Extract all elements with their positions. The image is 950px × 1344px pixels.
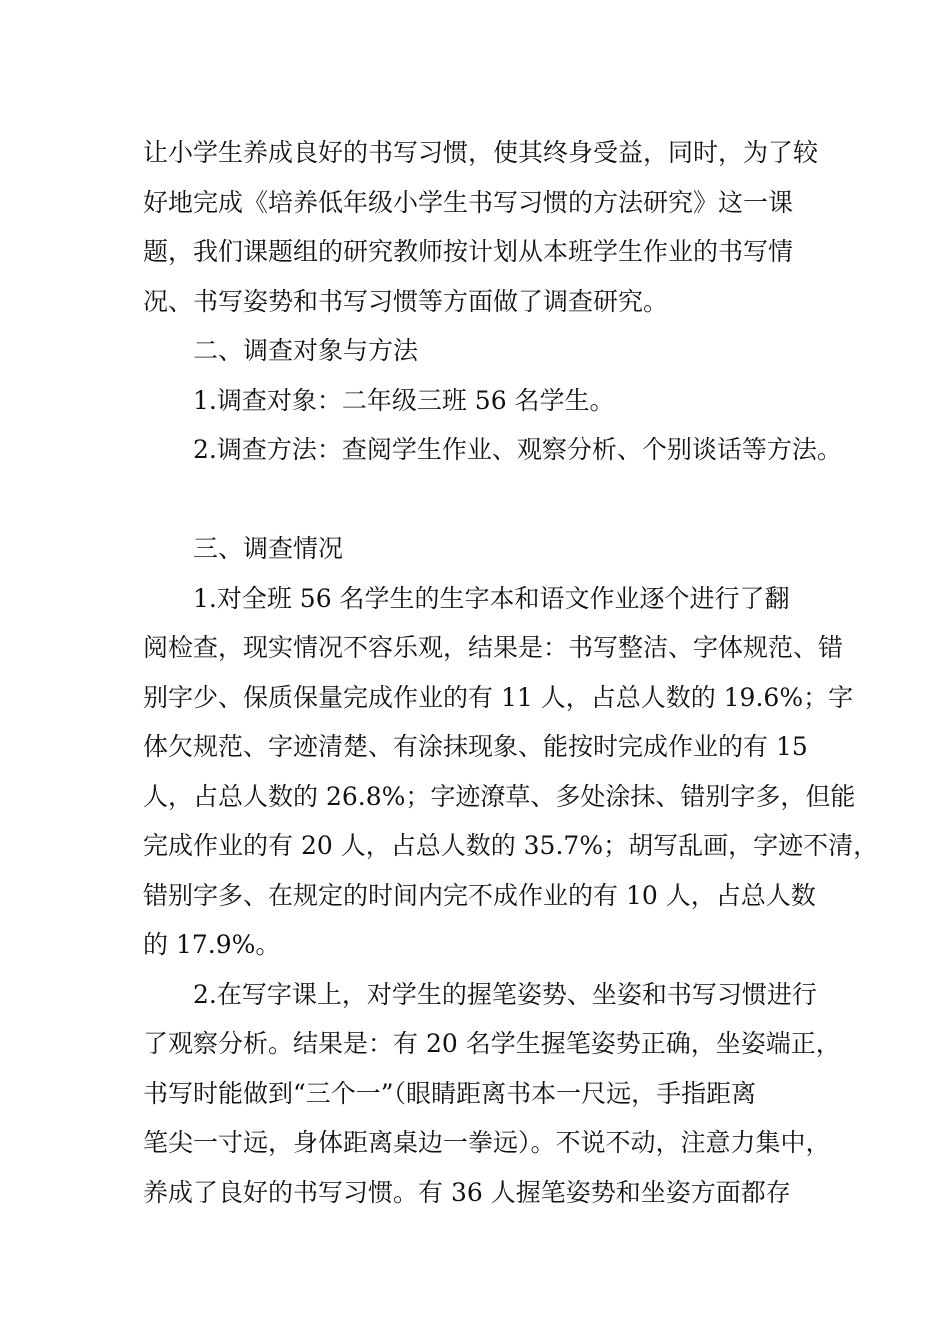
paragraph-gap (143, 475, 833, 525)
section3-p1-line-1: 1.对全班 56 名学生的生字本和语文作业逐个进行了翻 (193, 583, 790, 613)
section3-p1-line-3: 别字少、保质保量完成作业的有 11 人，占总人数的 19.6%；字 (143, 682, 854, 712)
section3-heading: 三、调查情况 (193, 534, 344, 563)
intro-line-3: 题，我们课题组的研究教师按计划从本班学生作业的书写情 (143, 237, 794, 266)
section3-p1-line-8: 的 17.9%。 (143, 930, 281, 959)
section3-p2-line-3: 书写时能做到“三个一”（眼睛距离书本一尺远，手指距离 (143, 1078, 757, 1108)
document-body (143, 128, 879, 1217)
section3-p2-line-2: 了观察分析。结果是：有 20 名学生握笔姿势正确，坐姿端正， (143, 1029, 841, 1058)
section3-p2-line-4: 笔尖一寸远，身体距离桌边一拳远）。不说不动，注意力集中， (143, 1128, 831, 1157)
section2-item-2: 2.调查方法：查阅学生作业、观察分析、个别谈话等方法。 (193, 435, 842, 464)
intro-line-2: 好地完成《培养低年级小学生书写习惯的方法研究》这一课 (143, 187, 794, 217)
section3-p1-line-2: 阅检查，现实情况不容乐观，结果是：书写整洁、字体规范、错 (143, 633, 844, 662)
section3-p2-line-1: 2.在写字课上，对学生的握笔姿势、坐姿和书写习惯进行 (193, 979, 817, 1009)
intro-line-4: 况、书写姿势和书写习惯等方面做了调查研究。 (143, 286, 669, 316)
section3-p1-line-5: 人，占总人数的 26.8%；字迹潦草、多处涂抹、错别字多，但能 (143, 781, 856, 811)
section3-p2-line-5: 养成了良好的书写习惯。有 36 人握笔姿势和坐姿方面都存 (143, 1177, 791, 1207)
section3-p1-line-6: 完成作业的有 20 人，占总人数的 35.7%；胡写乱画，字迹不清， (143, 831, 879, 860)
section2-item-1: 1.调查对象：二年级三班 56 名学生。 (193, 385, 615, 415)
section3-p1-line-7: 错别字多、在规定的时间内完不成作业的有 10 人，占总人数 (143, 880, 816, 910)
section2-heading: 二、调查对象与方法 (193, 336, 419, 365)
section3-p1-line-4: 体欠规范、字迹清楚、有涂抹现象、能按时完成作业的有 15 (143, 732, 808, 761)
intro-line-1: 让小学生养成良好的书写习惯，使其终身受益，同时，为了较 (143, 138, 819, 167)
